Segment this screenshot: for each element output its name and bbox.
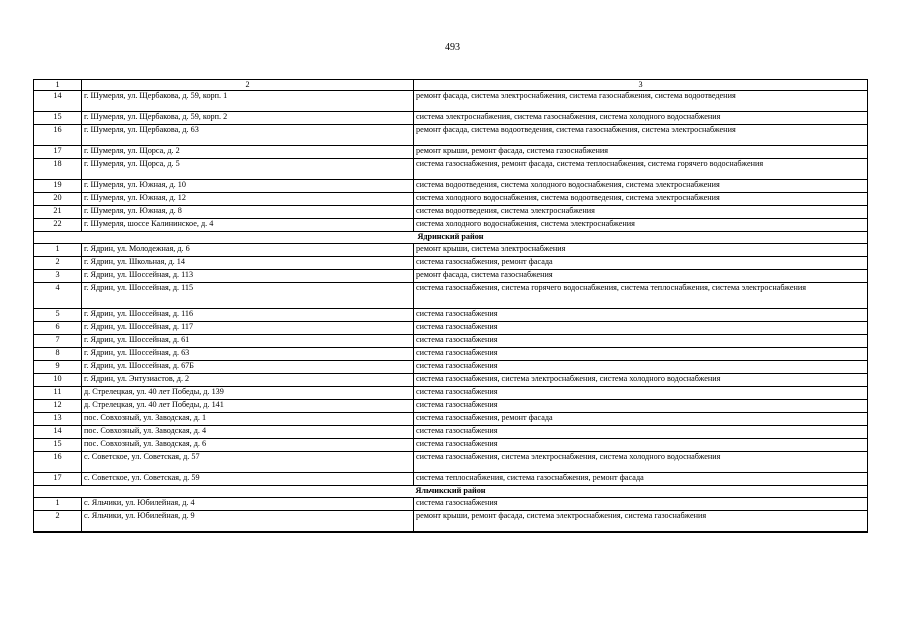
table-row [34,257,868,270]
works-cell: система газоснабжения [414,335,868,348]
table-row [34,270,868,283]
table-row [34,146,868,159]
table-row [34,244,868,257]
row-number: 16 [34,125,82,146]
table-row [34,361,868,374]
works-cell: система газоснабжения [414,439,868,452]
district-title: Ядринский район [34,232,868,244]
address-cell: г. Ядрин, ул. Шоссейная, д. 117 [82,322,414,335]
address-cell: г. Ядрин, ул. Шоссейная, д. 116 [82,309,414,322]
address-cell: г. Ядрин, ул. Энтузиастов, д. 2 [82,374,414,387]
address-cell: г. Шумерля, ул. Щорса, д. 5 [82,159,414,180]
address-cell: г. Ядрин, ул. Школьная, д. 14 [82,257,414,270]
works-cell: система газоснабжения [414,426,868,439]
table-row [34,206,868,219]
row-number: 5 [34,309,82,322]
district-header-row [34,486,868,498]
row-number: 13 [34,413,82,426]
row-number: 2 [34,257,82,270]
works-cell: система газоснабжения, ремонт фасада, система теплоснабжения, система горячего водоснабжения [414,159,868,180]
table-row [34,112,868,125]
address-cell: г. Ядрин, ул. Шоссейная, д. 67Б [82,361,414,374]
row-number: 6 [34,322,82,335]
address-cell: г. Шумерля, ул. Щербакова, д. 59, корп. 1 [82,91,414,112]
row-number: 15 [34,439,82,452]
row-number: 14 [34,426,82,439]
table-row [34,426,868,439]
works-cell: ремонт крыши, система электроснабжения [414,244,868,257]
address-cell: д. Стрелецкая, ул. 40 лет Победы, д. 139 [82,387,414,400]
row-number: 17 [34,473,82,486]
table-row [34,219,868,232]
works-cell: система водоотведения, система холодного водоснабжения, система электроснабжения [414,180,868,193]
row-number: 1 [34,244,82,257]
works-cell: система теплоснабжения, система газоснабжения, ремонт фасада [414,473,868,486]
row-number: 22 [34,219,82,232]
table-row [34,322,868,335]
page-number: 493 [445,42,460,53]
address-cell: г. Ядрин, ул. Молодежная, д. 6 [82,244,414,257]
address-cell: г. Ядрин, ул. Шоссейная, д. 113 [82,270,414,283]
works-cell: ремонт фасада, система электроснабжения, система газоснабжения, система водоотведения [414,91,868,112]
works-cell: система газоснабжения [414,361,868,374]
works-cell: система газоснабжения [414,322,868,335]
works-table [33,79,868,533]
address-cell: г. Ядрин, ул. Шоссейная, д. 61 [82,335,414,348]
table-row [34,374,868,387]
row-number: 15 [34,112,82,125]
works-cell: система газоснабжения, система горячего водоснабжения, система теплоснабжения, система электроснабжения [414,283,868,309]
table-row [34,511,868,533]
works-cell: система холодного водоснабжения, система электроснабжения [414,219,868,232]
address-cell: пос. Совхозный, ул. Заводская, д. 1 [82,413,414,426]
table-row [34,193,868,206]
row-number: 8 [34,348,82,361]
table-row [34,498,868,511]
works-cell: система газоснабжения, ремонт фасада [414,413,868,426]
address-cell: г. Шумерля, шоссе Калининское, д. 4 [82,219,414,232]
address-cell: с. Яльчики, ул. Юбилейная, д. 4 [82,498,414,511]
table-row [34,387,868,400]
works-cell: система газоснабжения, система электроснабжения, система холодного водоснабжения [414,374,868,387]
table-row [34,473,868,486]
table-row [34,413,868,426]
address-cell: с. Советское, ул. Советская, д. 57 [82,452,414,473]
row-number: 20 [34,193,82,206]
address-cell: с. Советское, ул. Советская, д. 59 [82,473,414,486]
address-cell: г. Шумерля, ул. Щербакова, д. 59, корп. 2 [82,112,414,125]
column-2-number: 2 [82,80,414,91]
works-cell: система газоснабжения [414,348,868,361]
row-number: 12 [34,400,82,413]
address-cell: пос. Совхозный, ул. Заводская, д. 6 [82,439,414,452]
works-cell: система газоснабжения [414,309,868,322]
works-cell: ремонт крыши, ремонт фасада, система газоснабжения [414,146,868,159]
works-cell: ремонт крыши, ремонт фасада, система электроснабжения, система газоснабжения [414,511,868,533]
row-number: 7 [34,335,82,348]
works-cell: система водоотведения, система электроснабжения [414,206,868,219]
works-table-body [34,80,868,533]
table-row [34,439,868,452]
row-number: 17 [34,146,82,159]
row-number: 1 [34,498,82,511]
address-cell: г. Ядрин, ул. Шоссейная, д. 63 [82,348,414,361]
table-row [34,283,868,309]
address-cell: пос. Совхозный, ул. Заводская, д. 4 [82,426,414,439]
works-cell: система холодного водоснабжения, система водоотведения, система электроснабжения [414,193,868,206]
row-number: 14 [34,91,82,112]
address-cell: г. Шумерля, ул. Южная, д. 12 [82,193,414,206]
row-number: 3 [34,270,82,283]
row-number: 11 [34,387,82,400]
row-number: 21 [34,206,82,219]
works-cell: ремонт фасада, система водоотведения, система газоснабжения, система электроснабжения [414,125,868,146]
row-number: 4 [34,283,82,309]
address-cell: г. Шумерля, ул. Щербакова, д. 63 [82,125,414,146]
address-cell: г. Ядрин, ул. Шоссейная, д. 115 [82,283,414,309]
row-number: 18 [34,159,82,180]
table-row [34,159,868,180]
table-row [34,180,868,193]
row-number: 2 [34,511,82,533]
table-row [34,348,868,361]
works-cell: система газоснабжения [414,387,868,400]
table-row [34,452,868,473]
address-cell: г. Шумерля, ул. Южная, д. 8 [82,206,414,219]
works-cell: система электроснабжения, система газоснабжения, система холодного водоснабжения [414,112,868,125]
table-row [34,125,868,146]
works-cell: ремонт фасада, система газоснабжения [414,270,868,283]
row-number: 16 [34,452,82,473]
table-row [34,309,868,322]
district-header-row [34,232,868,244]
row-number: 9 [34,361,82,374]
works-cell: система газоснабжения [414,400,868,413]
row-number: 10 [34,374,82,387]
address-cell: с. Яльчики, ул. Юбилейная, д. 9 [82,511,414,533]
district-title: Яльчикский район [34,486,868,498]
address-cell: г. Шумерля, ул. Щорса, д. 2 [82,146,414,159]
address-cell: г. Шумерля, ул. Южная, д. 10 [82,180,414,193]
works-cell: система газоснабжения, система электроснабжения, система холодного водоснабжения [414,452,868,473]
works-cell: система газоснабжения [414,498,868,511]
table-row [34,91,868,112]
column-1-number: 1 [34,80,82,91]
table-row [34,335,868,348]
column-number-row [34,80,868,91]
row-number: 19 [34,180,82,193]
works-cell: система газоснабжения, ремонт фасада [414,257,868,270]
table-row [34,400,868,413]
column-3-number: 3 [414,80,868,91]
address-cell: д. Стрелецкая, ул. 40 лет Победы, д. 141 [82,400,414,413]
